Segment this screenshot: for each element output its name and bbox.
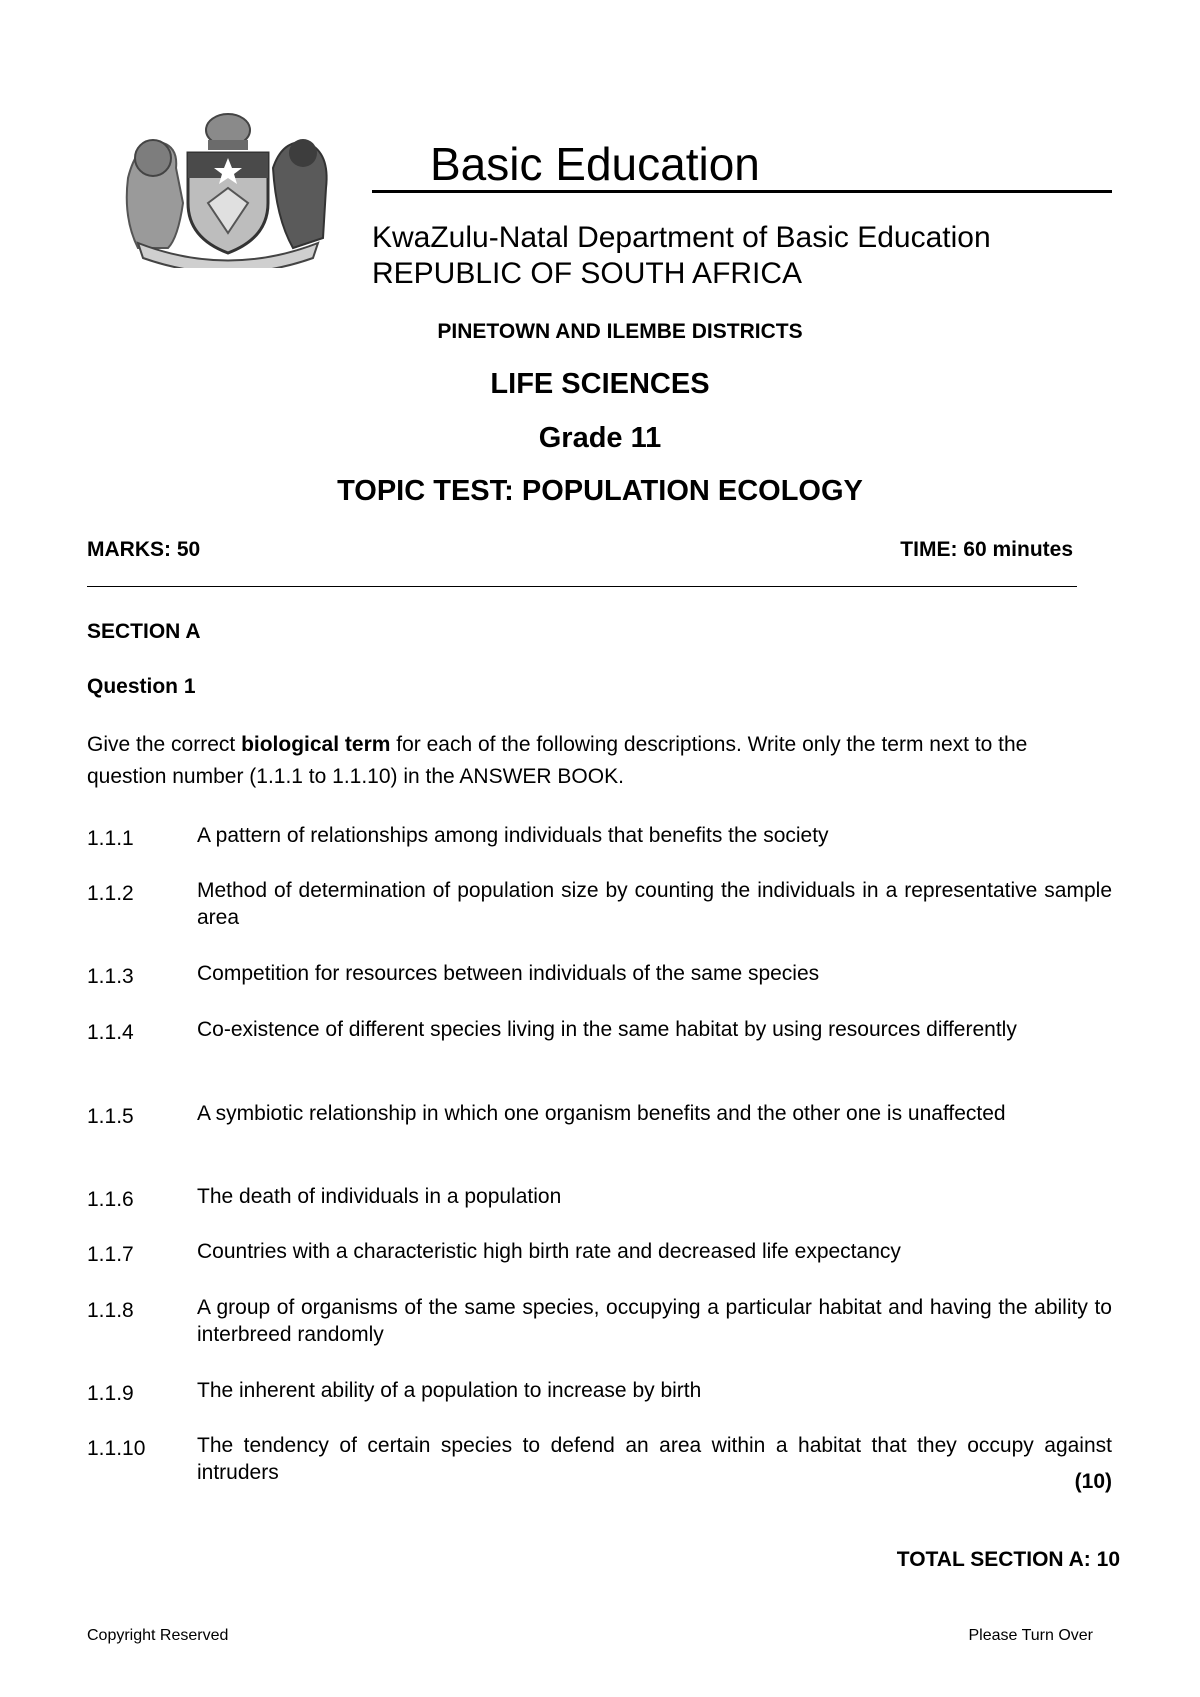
districts-heading: PINETOWN AND ILEMBE DISTRICTS bbox=[437, 320, 803, 343]
subject-heading: LIFE SCIENCES bbox=[490, 368, 710, 400]
instruction-text-rest: for each of the following descriptions. Write only the term next to the question number (1.1.1 to 1.1.10) in the ANSWER BOOK. bbox=[87, 733, 1028, 788]
item-number: 1.1.1 bbox=[87, 827, 134, 850]
item-text: The tendency of certain species to defend an area within a habitat that they occupy against intruders bbox=[197, 1434, 1112, 1484]
item-number: 1.1.6 bbox=[87, 1188, 134, 1211]
item-number: 1.1.10 bbox=[87, 1437, 146, 1460]
section-total: TOTAL SECTION A: 10 bbox=[896, 1548, 1120, 1571]
item-text: The inherent ability of a population to increase by birth bbox=[197, 1379, 702, 1402]
footer-copyright: Copyright Reserved bbox=[87, 1627, 229, 1644]
department-name: KwaZulu-Natal Department of Basic Education bbox=[372, 221, 991, 254]
item-text: Countries with a characteristic high birth rate and decreased life expectancy bbox=[197, 1240, 901, 1263]
question-marks: (10) bbox=[1074, 1470, 1112, 1493]
item-number: 1.1.5 bbox=[87, 1105, 134, 1128]
question-title: Question 1 bbox=[87, 675, 196, 698]
item-text: Co-existence of different species living in the same habitat by using resources differently bbox=[197, 1018, 1017, 1041]
item-number: 1.1.9 bbox=[87, 1382, 134, 1405]
country-name: REPUBLIC OF SOUTH AFRICA bbox=[372, 257, 803, 290]
instruction-text: Give the correct bbox=[87, 733, 242, 756]
section-title: SECTION A bbox=[87, 620, 201, 643]
question-instruction bbox=[87, 729, 1047, 793]
header-divider bbox=[87, 586, 1077, 587]
time-label: TIME: 60 minutes bbox=[900, 538, 1073, 561]
item-number: 1.1.4 bbox=[87, 1021, 134, 1044]
topic-heading: TOPIC TEST: POPULATION ECOLOGY bbox=[337, 475, 863, 507]
brand-title: Basic Education bbox=[372, 138, 1112, 193]
instruction-bold-term: biological term bbox=[241, 733, 391, 756]
item-number: 1.1.3 bbox=[87, 965, 134, 988]
item-text: A group of organisms of the same species, occupying a particular habitat and having the ability to interbreed randomly bbox=[197, 1296, 1112, 1346]
grade-heading: Grade 11 bbox=[538, 422, 662, 454]
coat-of-arms-logo bbox=[108, 108, 348, 268]
item-text: A symbiotic relationship in which one organism benefits and the other one is unaffected bbox=[197, 1102, 1006, 1125]
marks-label: MARKS: 50 bbox=[87, 538, 201, 561]
item-text: Method of determination of population size by counting the individuals in a representative sample area bbox=[197, 879, 1112, 929]
footer-turn-over: Please Turn Over bbox=[968, 1627, 1093, 1644]
item-text: Competition for resources between individuals of the same species bbox=[197, 962, 820, 985]
item-number: 1.1.7 bbox=[87, 1243, 134, 1266]
item-number: 1.1.2 bbox=[87, 882, 134, 905]
item-text: A pattern of relationships among individuals that benefits the society bbox=[197, 824, 829, 847]
item-number: 1.1.8 bbox=[87, 1299, 134, 1322]
item-text: The death of individuals in a population bbox=[197, 1185, 562, 1208]
